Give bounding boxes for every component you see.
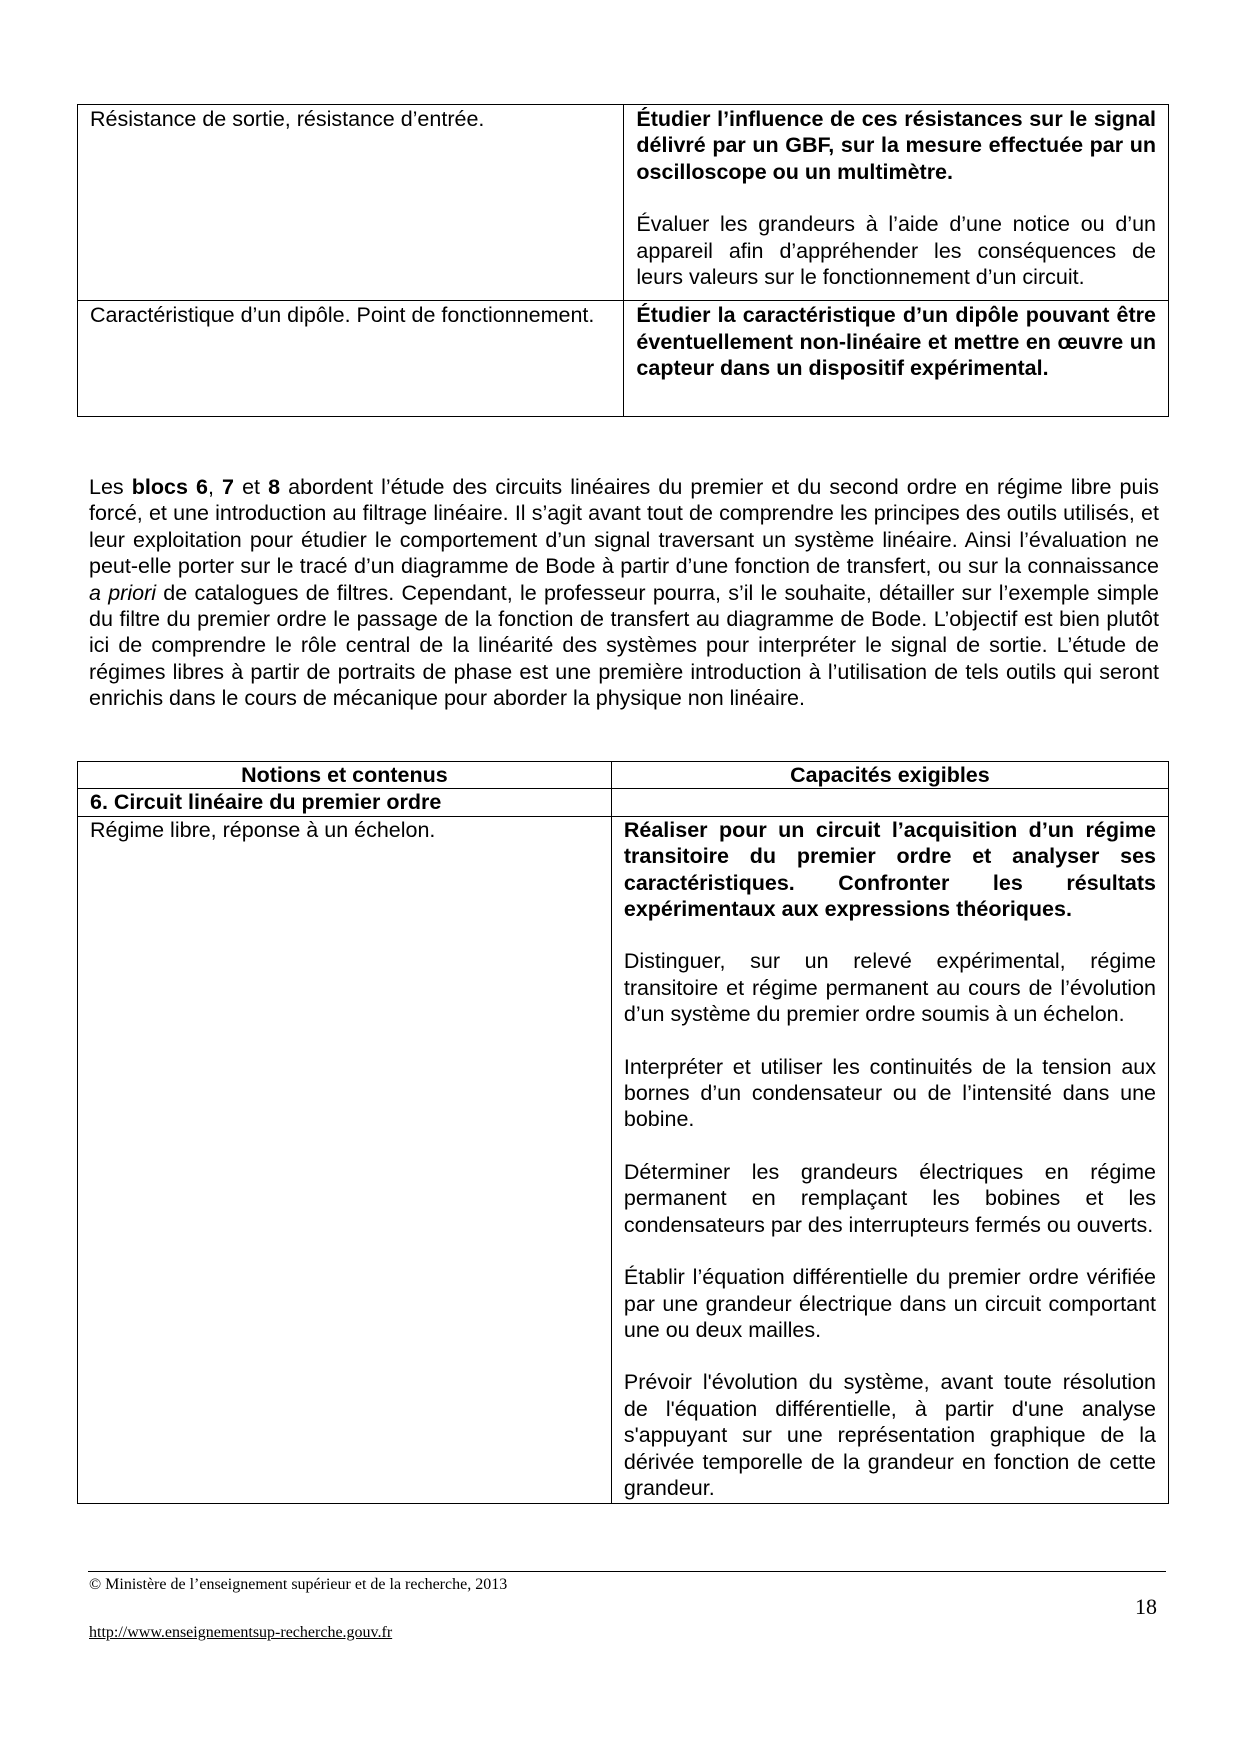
empty-cell	[611, 789, 1168, 816]
capacity-cell	[611, 816, 1168, 1504]
intro-bold: blocs 6	[131, 475, 208, 499]
intro-paragraph	[89, 474, 1159, 712]
intro-italic: a priori	[89, 580, 157, 605]
notion-text: Caractéristique d’un dipôle. Point de fonctionnement.	[90, 303, 595, 328]
footer-link[interactable]: http://www.enseignementsup-recherche.gouv.fr	[89, 1624, 393, 1641]
section-title: 6. Circuit linéaire du premier ordre	[78, 789, 612, 816]
notion-text: Résistance de sortie, résistance d’entrée.	[90, 107, 485, 131]
intro-bold: 8	[268, 475, 281, 499]
notion-cell	[78, 105, 624, 301]
capacity-bold-text: Étudier l’influence de ces résistances sur le signal délivré par un GBF, sur la mesure effectuée par un oscilloscope ou un multimètre.	[636, 107, 1156, 184]
intro-text: et	[233, 475, 269, 499]
intro-text: ,	[207, 475, 223, 499]
table-first-order-circuit	[77, 761, 1169, 1504]
notion-cell	[78, 301, 624, 417]
capacity-text: Déterminer les grandeurs électriques en régime permanent en remplaçant les bobines et les condensateurs par des interrupteurs fermés ou ouverts.	[623, 1159, 1156, 1237]
capacity-cell	[624, 301, 1169, 417]
page-number: 18	[1135, 1594, 1157, 1619]
capacity-text: Distinguer, sur un relevé expérimental, régime transitoire et régime permanent au cours de l’évolution d’un système du premier ordre soumis à un échelon.	[623, 949, 1156, 1027]
capacity-text: Prévoir l'évolution du système, avant toute résolution de l'équation différentielle, à partir d'une analyse s'appuyant sur une représentation graphique de la dérivée temporelle de la grandeur en fonction de cette grandeur.	[623, 1370, 1156, 1500]
header-notions: Notions et contenus	[78, 762, 612, 789]
footer-divider	[88, 1571, 1166, 1572]
intro-text: abordent l’étude des circuits linéaires du premier et du second ordre en régime libre puis forcé, et une introduction au filtrage linéaire. Il s’agit avant tout de comprendre les principes des outils utilisés, et leur exploitation pour étudier le comportement d’un signal traversant un système linéaire. Ainsi l’évaluation ne peut-elle porter sur le tracé d’un diagramme de Bode à partir d’une fonction de transfert, ou sur la connaissance	[89, 475, 1159, 579]
intro-bold: 7	[222, 475, 234, 499]
capacity-bold-text: Réaliser pour un circuit l’acquisition d’un régime transitoire du premier ordre et analyser ses caractéristiques. Confronter les résultats expérimentaux aux expressions théoriques.	[623, 817, 1156, 922]
capacity-text: Interpréter et utiliser les continuités de la tension aux bornes d’un condensateur ou de l’intensité dans une bobine.	[623, 1054, 1156, 1132]
capacity-bold-text: Étudier la caractéristique d’un dipôle pouvant être éventuellement non-linéaire et mettre en œuvre un capteur dans un dispositif expérimental.	[636, 303, 1156, 381]
notion-text: Régime libre, réponse à un échelon.	[90, 817, 436, 842]
table-header-row	[78, 762, 1169, 789]
header-capacites: Capacités exigibles	[611, 762, 1168, 789]
capacity-cell	[624, 105, 1169, 301]
section-row	[78, 789, 1169, 816]
table-row	[78, 816, 1169, 1504]
capacity-text: Établir l’équation différentielle du premier ordre vérifiée par une grandeur électrique dans un circuit comportant une ou deux mailles.	[623, 1265, 1156, 1342]
table-row	[78, 105, 1169, 301]
intro-text: Les	[89, 475, 132, 499]
table-continuation	[77, 104, 1169, 417]
table-row	[78, 301, 1169, 417]
copyright-text: © Ministère de l’enseignement supérieur et de la recherche, 2013	[89, 1576, 508, 1593]
notion-cell	[78, 816, 612, 1504]
intro-text: de catalogues de filtres. Cependant, le professeur pourra, s’il le souhaite, détailler sur l’exemple simple du filtre du premier ordre le passage de la fonction de transfert au diagramme de Bode. L’objectif est bien plutôt ici de comprendre le rôle central de la linéarité des systèmes pour interpréter le signal de sortie. L’étude de régimes libres à partir de portraits de phase est une première introduction à l’utilisation de tels outils qui seront enrichis dans le cours de mécanique pour aborder la physique non linéaire.	[89, 580, 1159, 711]
capacity-text: Évaluer les grandeurs à l’aide d’une notice ou d’un appareil afin d’appréhender les conséquences de leurs valeurs sur le fonctionnement d’un circuit.	[636, 212, 1156, 290]
